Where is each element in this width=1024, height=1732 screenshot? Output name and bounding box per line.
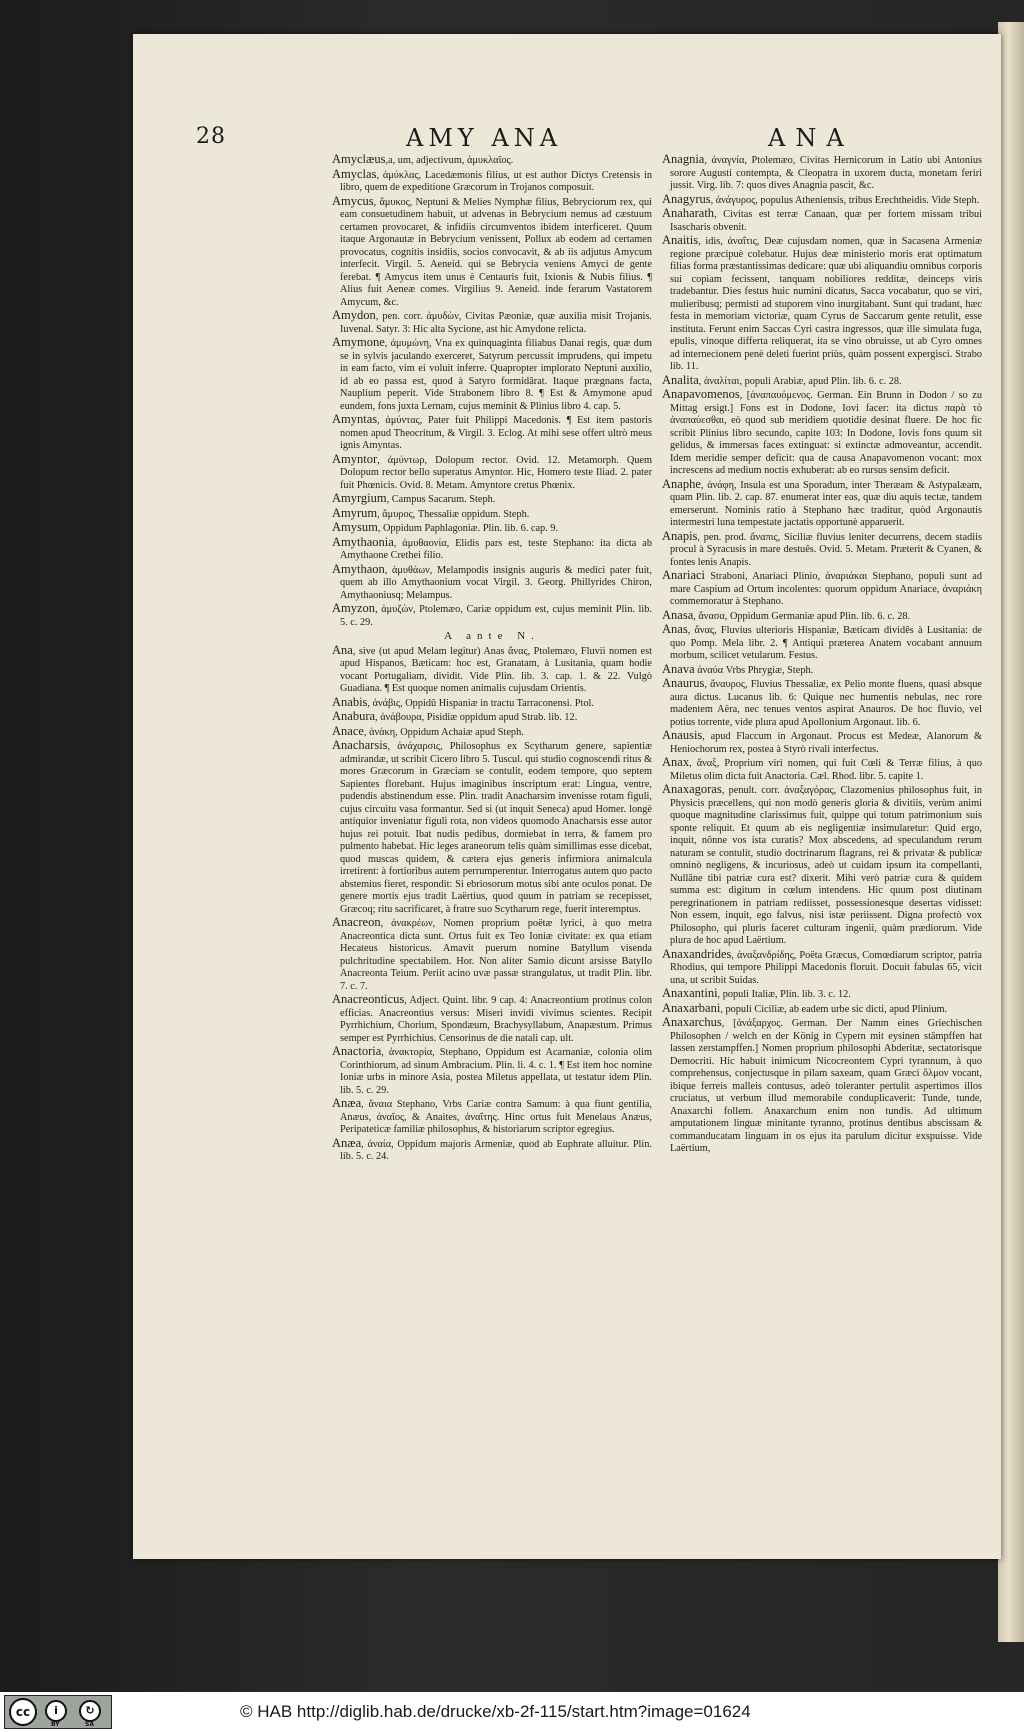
- entry-text: ἀναύα Vrbs Phrygiæ, Steph.: [694, 664, 814, 676]
- entry-headword: Anaharath: [662, 206, 715, 220]
- entry-headword: Anagnia: [662, 153, 705, 166]
- entry-headword: Amydon: [332, 308, 376, 322]
- entry-headword: Anace: [332, 723, 364, 738]
- entry-headword: Anagyrus: [662, 191, 711, 206]
- entry-text: , ἀμυθάων, Melampodis insignis auguris & medici pater fuit, quem ab illo Amythaonium vocat Virgil. 3. Georg. Phillyrides Chiron, Amythaoniusq; Melampus.: [340, 564, 652, 601]
- cc-icon: cc: [9, 1698, 37, 1726]
- dictionary-entry: [662, 783, 982, 948]
- entry-text: , Civitas est terræ Canaan, quæ per fortem missam tribui Isascharis obvenit.: [670, 209, 982, 233]
- dictionary-entry: [332, 413, 652, 453]
- dictionary-entry: [662, 663, 982, 678]
- dictionary-entry: [662, 729, 982, 756]
- entry-headword: Anasa: [662, 607, 694, 622]
- dictionary-entry: [332, 1137, 652, 1164]
- entry-text: , ἀναλίται, populi Arabiæ, apud Plin. lib. 6. c. 28.: [698, 375, 902, 387]
- section-heading: A ante N.: [444, 630, 540, 642]
- entry-headword: Amysum: [332, 520, 378, 534]
- entry-headword: Ana: [332, 642, 353, 657]
- dictionary-entry: [332, 916, 652, 993]
- entry-headword: Anacharsis: [332, 738, 388, 752]
- entry-text: , ἀμυμώνη, Vna ex quinquaginta filiabus Danai regis, quæ dum se in sylvis jaculando exerceret, Satyrum percussit imprudens, qui impetu in eam facto, vim ei voluit inferre. Quapropter implorato Neptuni auxilio, id ab eo passa est, quod à Satyro formidârat. Itaque prægnans facta, Nauplium peperit. Vide Strabonem libro 8. ¶ Est & Amymone apud eundem, fons juxta Lernam, cujus meminit & Plinius libro 4. cap. 5.: [340, 338, 652, 412]
- entry-text: , ἀνάγυρος, populus Atheniensis, tribus Erechtheidis. Vide Steph.: [710, 194, 980, 206]
- dictionary-entry: [662, 756, 982, 783]
- running-header-right: ANA: [768, 124, 854, 152]
- dictionary-entry: [662, 1016, 982, 1156]
- entry-text: , sive (ut apud Melam legitur) Anas ἄνας, Ptolemæo, Fluvii nomen est apud Hispanos, Bæticam: hoc est, Granatam, à Lusitania, quam hodie vocant Portugaliam, dividit. Vide Plin. lib. 3. cap. 1. & 22. Vulgò Guadiana. ¶ Est quoque nomen animalis cujusdam Orientis.: [340, 645, 652, 694]
- entry-text: , Oppidum Paphlagoniæ. Plin. lib. 6. cap. 9.: [377, 523, 559, 534]
- entry-headword: Amythaonia: [332, 534, 394, 549]
- entry-text: , ἄνασα, Oppidum Germaniæ apud Plin. lib. 6. c. 28.: [693, 610, 911, 622]
- entry-text: , ἀμύντας, Pater fuit Philippi Macedonis. ¶ Est item pastoris nomen apud Theocritum, & Virgil. 3. Eclog. At mihi sese offert ultrò meus ignis Amyntas.: [340, 415, 652, 451]
- cc-by-label: BY: [51, 1721, 60, 1728]
- entry-text: , ἄμυρος, Thessaliæ oppidum. Steph.: [377, 508, 530, 520]
- entry-headword: Anacreon: [332, 915, 381, 929]
- entry-text: , ἄναξ, Proprium viri nomen, qui fuit Cœli & Terræ filius, à quo Miletus olim dicta fuit Anactoria. Cæl. Rhod. libr. 5. capite 1.: [670, 758, 982, 782]
- dictionary-entry: [662, 207, 982, 234]
- dictionary-entry: [332, 644, 652, 696]
- dictionary-entry: [332, 536, 652, 563]
- dictionary-entry: [332, 739, 652, 916]
- entry-text: Straboni, Anariaci Plinio, ἀναριάκαι Stephano, populi sunt ad mare Caspium ad Ortum incolentes: quorum oppidum Anariace, ἀναριάκη commemoratur à Stephano.: [670, 571, 982, 607]
- dictionary-entry: [332, 563, 652, 603]
- entry-text: , ἄνας, Fluvius ulterioris Hispaniæ, Bæticam dividês à Lusitania: de quo Pomp. Mela libr. 2. ¶ Antiqui præterea Anatem vocabant annuum morbum, scilicet vetularum. Festus.: [670, 625, 982, 661]
- entry-headword: Amycus: [332, 193, 374, 208]
- entry-text: , [ἀνάξαρχος. German. Der Namm eines Griechischen Philosophen / welch en der König in Cypern mit eysinen stämpffen hat lassen zerstampffen.] Nomen proprium philosophi Abderitæ, sectatorisque Democriti. Hic habuit inimicum Nicocreontem Cypri tyrannum, à quo comprehensus, conjectusque in pilam saxeam, quam Græci ὅλμον vocant, ibique ferreis malleis contusus, adeò toleranter pertulit aspertimos illos cruciatus, ut verbum illud memorabile conduplicaverit: Tunde, tunde, Anaxarchi follem. Anaxarchum enim non tundis. Ad ultimum amputationem linguæ minitante tyranno, protinus dentibus abscissam & commanducatam linguam in os ejus ita parulum dicitur exspuisse. Vide Laërtium,: [670, 1018, 982, 1154]
- entry-text: , ἀμυζὼν, Ptolemæo, Cariæ oppidum est, cujus meminit Plin. lib. 5. c. 29.: [340, 604, 652, 628]
- entry-text: , ἄναυρος, Fluvius Thessaliæ, ex Pelio monte fluens, quasi absque aura dictus. Lucanus lib. 6: Quique nec humentis nebulas, nec rore madentem Aëra, nec tenues ventos aspirat Anauros. De hoc fluvio, vel potius torrente, vide plura apud Apollonium Argonaut. lib. 6.: [670, 679, 982, 728]
- dictionary-entry: [332, 453, 652, 493]
- dictionary-entry: [332, 1097, 652, 1137]
- entry-headword: Anaxantini: [662, 986, 718, 1000]
- entry-text: , ἄμυκος, Neptuni & Melies Nymphæ filius, Bebryciorum rex, qui eam consuetudinem habuit, ut advenas in Bebrycium nemus ad cæstuum certamen provocaret, & infidiis circumventos ibidem interficeret. Quum itaque Argonautæ in Bebrycium venissent, Pollux ab eodem ad certamen provocatus, cognitis insidiis, socios convocavit, & ab iis adjutus Amycum interfecit. Virgil. 5. Aeneid. qui se Bebrycia veniens Amyci de gente ferebat. ¶ Amycus item unus è Centauris fuit, Ixionis & Nubis filius. ¶ Alius fuit Aeneæ comes. Virgilius 9. Aeneid. inde ferarum Vastatorem Amycum, &c.: [340, 196, 652, 308]
- entry-headword: Anaxagoras: [662, 782, 722, 796]
- dictionary-entry: [332, 993, 652, 1045]
- entry-text: , ἄναια Stephano, Vrbs Cariæ contra Samum: à qua fiunt gentilia, Anæus, ἀναῖος, & Anaites, ἀναΐτης. Hinc ortus fuit Menelaus Anæus, Peripateticæ familiæ philosophus, & historiarum scriptor egregius.: [340, 1099, 652, 1135]
- entry-headword: Anaurus: [662, 676, 705, 690]
- dictionary-entry: [662, 530, 982, 570]
- dictionary-entry: [332, 492, 652, 507]
- entry-headword: Anaphe: [662, 476, 701, 491]
- dictionary-entry: [332, 521, 652, 536]
- dictionary-entry: [662, 234, 982, 374]
- entry-headword: Anausis: [662, 728, 703, 742]
- dictionary-entry: [662, 1002, 982, 1017]
- entry-text: , ἀναξανδρίδης, Poëta Græcus, Comœdiarum scriptor, patria Rhodius, qui tempore Philippi Macedonis floruit. Docuit fabulas 65, vicit una, ut scribit Suidas.: [670, 949, 982, 986]
- entry-text: , ἀνακρέων, Nomen proprium poëtæ lyrici, à quo metra Anacreontica dicta sunt. Ortus fuit ex Teo Ioniæ civitate: ex qua etiam Hecateus historicus. Amavit puerum nomine Batyllum visenda pulchritudine spectabilem. Hor. Non aliter Samio dicunt arsisse Batyllo Anacreonta Teium. Periit acino uvæ passæ strangulatus, ut tradit Plin. libr. 7. c. 7.: [340, 918, 652, 992]
- entry-text: , Adject. Quint. libr. 9 cap. 4: Anacreontium protinus colon efficias. Anacreontius versus: Miseri invidi vivimus scientes. Recipit Pyrrhichium, Chorium, Spondæum, Brachysyllabum, Anapæstum. Primus semper est Pyrrhichius. Censorinus de die natali cap. ult.: [340, 995, 652, 1044]
- entry-headword: Analita: [662, 372, 699, 387]
- entry-text: , Campus Sacarum. Steph.: [386, 494, 496, 505]
- entry-headword: Anæa: [332, 1135, 362, 1150]
- entry-text: , ἀνάβις, Oppidû Hispaniæ in tractu Tarraconensi. Ptol.: [367, 697, 594, 709]
- entry-headword: Amyclas: [332, 166, 377, 181]
- dictionary-entry: [332, 725, 652, 740]
- entry-text: , ἀναγνία, Ptolemæo, Civitas Hernicorum in Latio ubi Antonius sorore Augusti contempta, & Cleopatra in uxorem ducta, monetam feriri jussit. Virg. lib. 7: quos dives Anagnia pascit, &c.: [670, 155, 982, 191]
- cc-sa-label: SA: [85, 1721, 94, 1728]
- entry-headword: Anapavomenos: [662, 387, 740, 401]
- entry-headword: Anæa: [332, 1096, 362, 1110]
- entry-text: , ἀνάκη, Oppidum Achaiæ apud Steph.: [363, 726, 524, 738]
- dictionary-entry: [662, 948, 982, 988]
- dictionary-entry: [662, 478, 982, 530]
- dictionary-entry: [332, 309, 652, 336]
- dictionary-entry: [662, 987, 982, 1002]
- entry-headword: Amyzon: [332, 601, 376, 615]
- dictionary-entry: [332, 507, 652, 522]
- left-column: [332, 153, 652, 1453]
- entry-text: , ἀνακτορία, Stephano, Oppidum est Acarnaniæ, colonia olim Corinthiorum, ad sinum Ambracium. Plin. li. 4. c. 1. ¶ Est item hoc nomine Ioniæ urbs in minore Asia, postea Miletus appellata, ut testatur idem Plin. lib. 5. c. 29.: [340, 1047, 652, 1096]
- page-number: 28: [196, 124, 226, 149]
- right-column: [662, 153, 982, 1483]
- dictionary-entry: [662, 153, 982, 193]
- dictionary-entry: [332, 696, 652, 711]
- dictionary-entry: [332, 336, 652, 413]
- entry-text: , idis, ἀναΐτις, Deæ cujusdam nomen, quæ in Sacasena Armeniæ regione præcipuè colebatur. Hujus deæ ministerio moris erat optimatum filias forma præstantissimas dedicare: quæ ubi aliquandiu omnibus corporis sui copiam fecissent, tanquam nobiliores redditæ, deinceps viris tradebantur. Dies festus huic numini dicatus, Sacca vocabatur, quo se viri, mulieribusq; permisti ad stuporem vino inurgitabant. Sunt qui tradant, hæc festa in memoriam victoriæ, quam Cyrus de Saccarum gente retulit, esse instituta. Ferunt enim Saccas Cyri castra ingressos, quæ ille simulata fuga, epulis, vinoque differta reliquerat, ita se vino obruisse, ut ab Cyro omnes ad internecionem penè deleti fuerint priùs, quàm possent expergisci. Strabo lib. 11.: [670, 236, 982, 372]
- dictionary-entry: [332, 710, 652, 725]
- entry-headword: Anax: [662, 755, 690, 769]
- entry-headword: Anacreonticus: [332, 992, 405, 1006]
- dictionary-entry: [662, 609, 982, 624]
- entry-headword: Anaxarbani: [662, 1000, 721, 1015]
- entry-headword: Amyrum: [332, 505, 378, 520]
- entry-headword: Anariaci: [662, 568, 706, 582]
- entry-headword: Amyclæus: [332, 153, 386, 166]
- entry-headword: Anaxandrides: [662, 946, 732, 961]
- dictionary-entry: [662, 388, 982, 478]
- entry-text: , penult. corr. ἀναξαγόρας, Clazomenius philosophus fuit, in Physicis præcellens, qui non modò generis gloria & divitiis, verùm animi quoque magnitudine clarissimus fuit, quippe qui totum patrimonium suis sponte reliquit. Et quum ab eis negligentiæ insimularetur: Quid ergo, inquit, nônne vos ista curatis? Mox abscedens, ad speculandum rerum naturam se contulit, studio doctrinarum flagrans, rei & privatæ & publicæ omninò negligens, & incuriosus, adeò ut cuidam ipsum ita compellanti, Nullâne tibi patriæ cura est? dixerit. Mihi verò patriæ cura & quidem summa est: digitum in cœlum intendens. Hic quum post diutinam peregrinationem in patriam rediisset, possessionesque desertas vidisset: Non essem, inquit, ego falvus, nisi istæ periissent. Digna profectò vox Philosopho, qui pluris faceret culturam ingenii, quàm prædiorum. Vide plura de hoc apud Laërtium.: [670, 785, 982, 946]
- dictionary-entry: [332, 195, 652, 310]
- entry-headword: Anas: [662, 622, 688, 636]
- entry-headword: Amyrgium: [332, 491, 387, 505]
- entry-text: , ἀνάχαρσις, Philosophus ex Scytharum genere, sapientiæ admirandæ, ut scribit Cicero libro 5. Tuscul. qui studio cognoscendi ritus & mores Græcorum in Græciam se contulit, eodem tempore, quo septem Sapientes florebant. Hujus imaginibus inscriptum erat: Lingua, ventre, pudendis abstinendum esse. Plin. tradit Anacharsim invenisse rotam figuli, cujus circuitu vasa formantur. Sed si (ut inquit Seneca) apud Homer. longè antiquior inveniatur figuli rota, non videos quomodo Anacharsis esse autor hujus rei potuit. Ibat nudis pedibus, dormiebat in terra, & famem pro pulmento habebat. Hic leges araneorum telis quàm simillimas esse dicebat, quod muscas quidem, & cætera ejus generis infirmiora animalcula irretirent: à fortioribus autem perrumperentur. Interrogatus autem quo pacto abstemius fieret, respondit: Si ebriosorum motus sibi ante oculos ponat. De genere mortis ejus tradit Laërtius, quod quum in patriam se recepisset, Græcoq; ritu sacrificaret, à fratre suo Scytharum rege, fuerit interemptus.: [340, 741, 652, 915]
- entry-text: ,a, um, adjectivum, ἀμυκλαῖος.: [385, 155, 514, 166]
- entry-headword: Anaxarchus: [662, 1015, 722, 1029]
- entry-headword: Amyntor: [332, 451, 378, 466]
- entry-text: , populi Ciciliæ, ab eadem urbe sic dicti, apud Plinium.: [720, 1003, 948, 1015]
- share-alike-icon: ↻: [79, 1700, 101, 1722]
- entry-headword: Anactoria: [332, 1044, 382, 1058]
- footer-bar: [0, 1692, 1024, 1732]
- entry-text: , ἀνάφη, Insula est una Sporadum, inter Theræam & Astypalæam, quam Plin. lib. 2. cap. 87. enumerat inter eas, quæ diu aquis tectæ, tandem emerserunt. Nominis ratio à Stephano hæc traditur, quòd Argonautis intermestri luna tempestate jactatis opportunè apparuerit.: [670, 479, 982, 528]
- dictionary-entry: [662, 569, 982, 609]
- entry-headword: Amymone: [332, 335, 385, 349]
- entry-headword: Anava: [662, 661, 695, 676]
- entry-headword: Anabis: [332, 694, 368, 709]
- entry-headword: Amythaon: [332, 561, 385, 576]
- entry-headword: Anaitis: [662, 233, 699, 247]
- dictionary-entry: [662, 677, 982, 729]
- entry-text: , populi Italiæ, Plin. lib. 3. c. 12.: [717, 989, 851, 1000]
- entry-text: , pen. prod. ἄναπις, Siciliæ fluvius leniter decurrens, decem stadiis procul à Syracusis in mare destuês. Ovid. 5. Metam. Præterit & Cyanen, & fontes lenis Anapis.: [670, 531, 982, 568]
- entry-headword: Amyntas: [332, 412, 378, 426]
- dictionary-entry: [662, 374, 982, 389]
- book-spine: [998, 22, 1024, 1642]
- dictionary-entry: [662, 623, 982, 663]
- dictionary-entry: [662, 193, 982, 208]
- entry-headword: Anapis: [662, 528, 698, 543]
- entry-text: , ἀμυθαονία, Elidis pars est, teste Stephano: ita dicta ab Amythaone Crethei filio.: [340, 537, 652, 561]
- entry-text: , ἀμύκλας, Lacedæmonis filius, ut est author Dictys Cretensis in libro, quem de expeditione Græcorum in Trojanos composuit.: [340, 169, 652, 193]
- source-url[interactable]: © HAB http://diglib.hab.de/drucke/xb-2f-115/start.htm?image=01624: [240, 1702, 751, 1721]
- entry-text: , pen. corr. ἀμυδὼν, Civitas Pæoniæ, quæ auxilia misit Trojanis. Iuvenal. Satyr. 3: Hic alta Sycione, ast hic Amydone relicta.: [340, 311, 652, 335]
- attribution-icon: i: [45, 1700, 67, 1722]
- dictionary-entry: [332, 1045, 652, 1097]
- entry-headword: Anabura: [332, 709, 376, 723]
- cc-license-badge[interactable]: [4, 1695, 112, 1729]
- entry-text: , ἀμύντωρ, Dolopum rector. Ovid. 12. Metamorph. Quem Dolopum rector bello superatus Amyntor. Hic, Homero teste Iliad. 2. pater fuit Phœnicis. Ovid. 8. Metam. Amyntore cretus Phœnix.: [340, 454, 652, 491]
- entry-text: , ἀναία, Oppidum majoris Armeniæ, quod ab Euphrate alluitur. Plin. lib. 5. c. 24.: [340, 1138, 652, 1162]
- entry-text: , ἀνάβουρα, Pisidiæ oppidum apud Strab. lib. 12.: [375, 712, 578, 723]
- dictionary-entry: [332, 602, 652, 629]
- dictionary-entry: [332, 168, 652, 195]
- running-header-left: AMY ANA: [406, 124, 563, 152]
- entry-text: , [ἀναπαυόμενος. German. Ein Brunn in Dodon / so zu Mittag ersigt.] Fons est in Dodone, Iovi facer: ita dictus παρὰ τὸ ἀναπαύεσθαι, eò quod sub meridiem quotidie desinat fluere. De hoc fic scribit Plinius libro secundo, capite 103: In Dodone, Iovis fons quum sit gelidus, & immersas faces extinguat: si extinctæ admoveantur, accendit. Idem meridie semper deficit: qua de causa Anapavomenon vocant: mox increscens ad medium noctis exhuberat: ab eo rursus sensim deficit.: [670, 390, 982, 476]
- dictionary-entry: [332, 153, 652, 168]
- entry-text: , apud Flaccum in Argonaut. Procus est Medeæ, Alanorum & Heniochorum rex, postea à Styrò rivali interfectus.: [670, 731, 982, 755]
